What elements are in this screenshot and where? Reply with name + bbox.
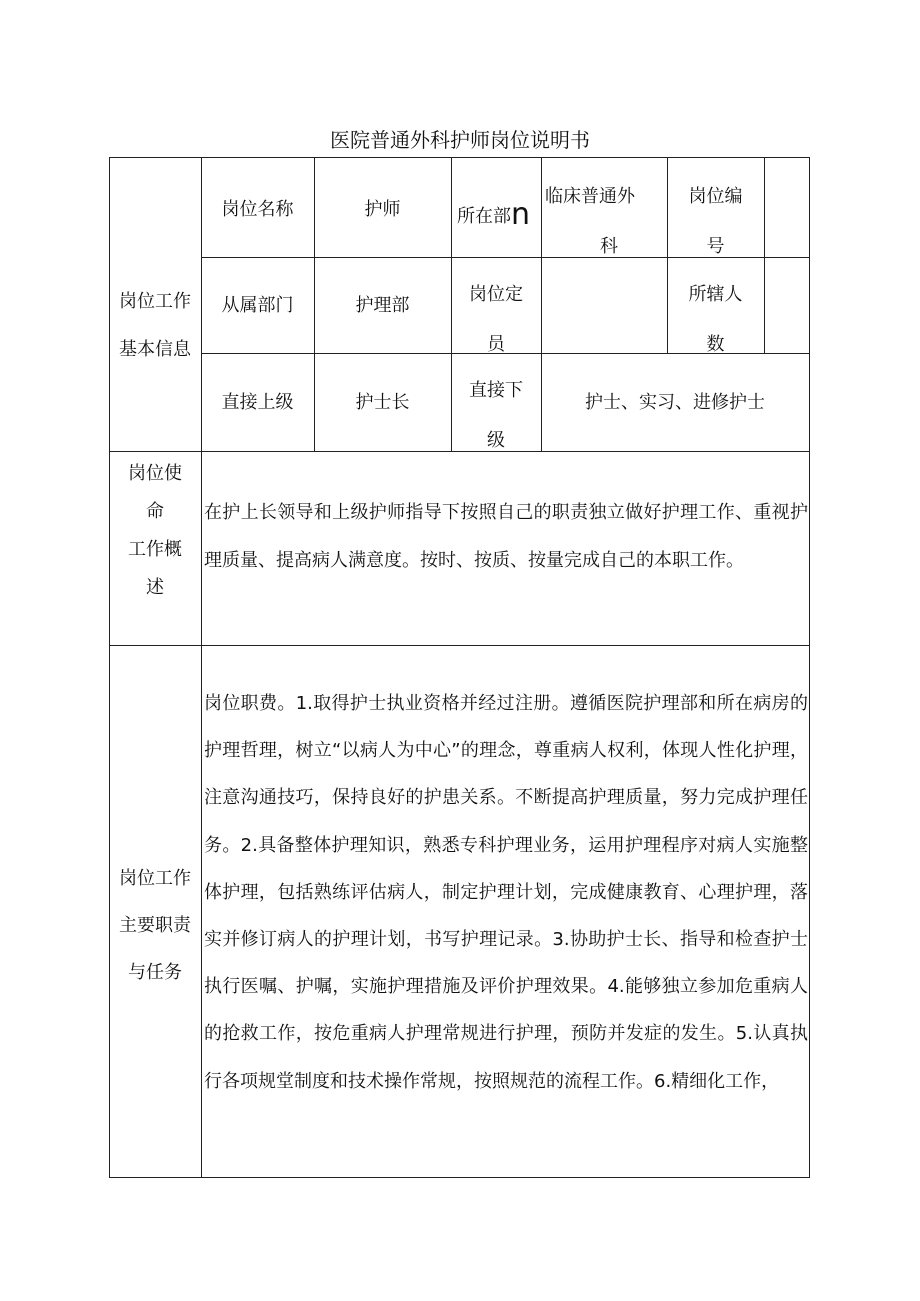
direct-subordinate-value: 护士、实习、进修护士 xyxy=(585,392,765,413)
direct-superior-label: 直接上级 xyxy=(221,392,294,413)
table-border-top xyxy=(109,157,810,158)
basic-info-label: 岗位工作 基本信息 xyxy=(119,291,191,360)
affiliated-department-label: 从属部门 xyxy=(221,295,294,316)
document-title: 医院普通外科护师岗位说明书 xyxy=(330,128,590,152)
table-border-bottom xyxy=(109,1177,810,1178)
post-name-value: 护师 xyxy=(364,199,401,220)
table-border-right xyxy=(809,157,810,1177)
mission-text: 在护上长领导和上级护师指导下按照自己的职责独立做好护理工作、重视护理质量、提高病人满意度。按时、按质、按量完成自己的本职工作。 xyxy=(204,502,808,571)
duties-text: 岗位职费。1.取得护士执业资格并经过注册。遵循医院护理部和所在病房的护理哲理，树立“以病人为中心”的理念，尊重病人权利，体现人性化护理，注意沟通技巧，保持良好的护患关系。不断提高护理质量，努力完成护理任务。2.具备整体护理知识，熟悉专科护理业务，运用护理程序对病人实施整体护理，包括熟练评估病人，制定护理计划，完成健康教育、心理护理，落实并修订病人的护理计划，书写护理记录。3.协助护士长、指导和检查护士执行医嘱、护嘱，实施护理措施及评价护理效果。4.能够独立参加危重病人的抢救工作，按危重病人护理常规进行护理，预防并发症的发生。5.认真执行各项规堂制度和技术操作常规，按照规范的流程工作。6.精细化工作， xyxy=(204,693,808,1092)
column-divider xyxy=(764,157,765,353)
affiliated-department-value: 护理部 xyxy=(355,295,410,316)
department-label: 所在部n xyxy=(457,197,531,232)
direct-superior-value: 护士长 xyxy=(355,392,410,413)
post-number-label: 岗位编 号 xyxy=(688,186,743,257)
mission-label: 岗位使 命 工作概 述 xyxy=(128,463,182,598)
duties-label: 岗位工作 主要职责 与任务 xyxy=(119,868,191,983)
section-divider xyxy=(109,645,810,646)
direct-subordinate-label: 直接下 级 xyxy=(469,380,523,451)
department-value: 临床普通外 科 xyxy=(545,186,635,257)
post-name-label: 岗位名称 xyxy=(221,199,294,220)
post-quota-label: 岗位定 员 xyxy=(469,284,523,355)
subordinates-count-label: 所辖人 数 xyxy=(688,284,743,355)
